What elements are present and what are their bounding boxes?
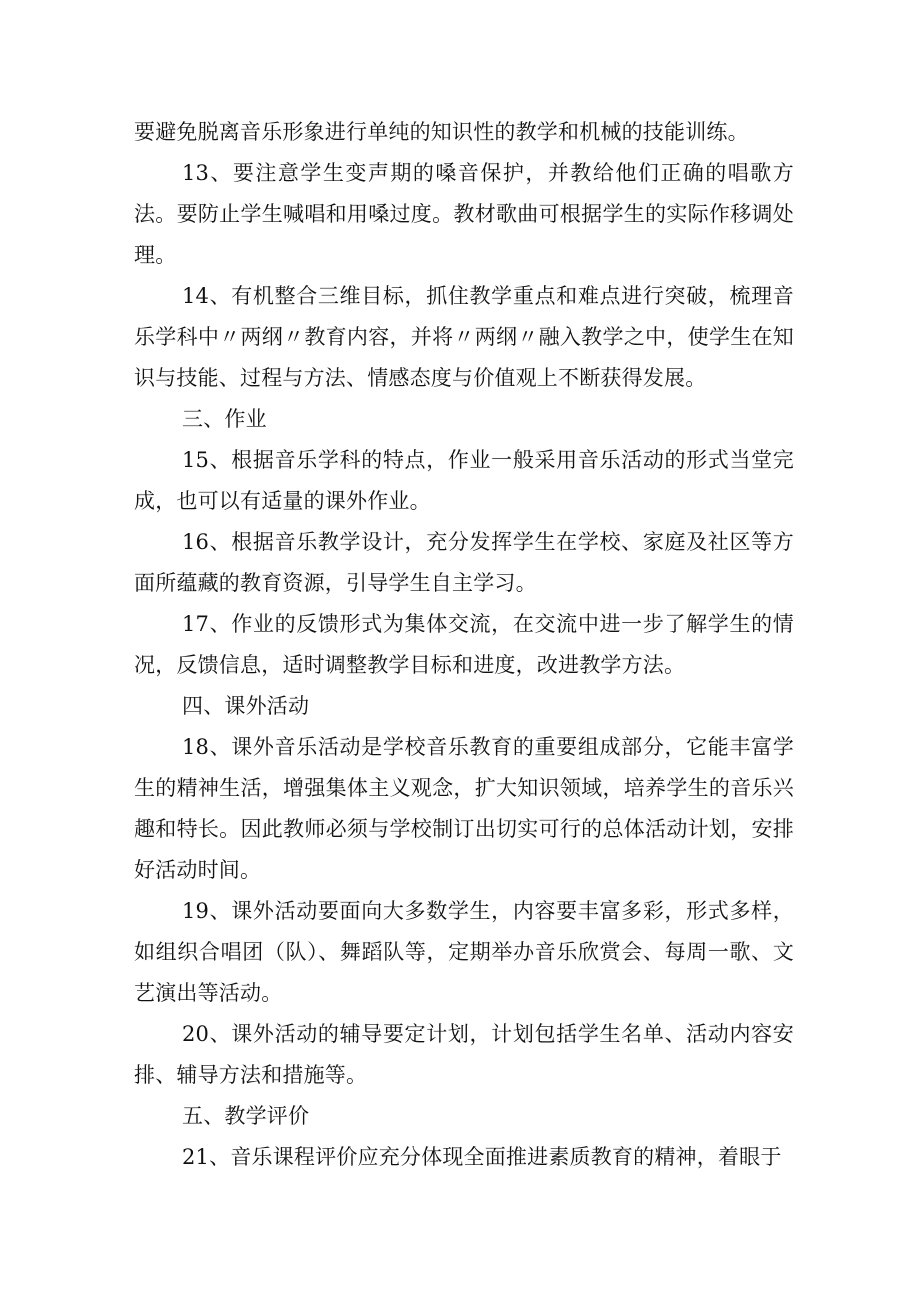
paragraph-continuation: 要避免脱离音乐形象进行单纯的知识性的教学和机械的技能训练。 [134, 120, 749, 144]
paragraph-item-13: 13、要注意学生变声期的嗓音保护，并教给他们正确的唱歌方法。要防止学生喊唱和用嗓过度。教材歌曲可根据学生的实际作移调处理。 [134, 161, 794, 267]
section-heading-evaluation: 五、教学评价 [182, 1104, 310, 1128]
paragraph-item-20: 20、课外活动的辅导要定计划，计划包括学生名单、活动内容安排、辅导方法和措施等。 [134, 1022, 794, 1087]
paragraph-item-21: 21、音乐课程评价应充分体现全面推进素质教育的精神，着眼于 [182, 1145, 782, 1169]
paragraph-item-18: 18、课外音乐活动是学校音乐教育的重要组成部分，它能丰富学生的精神生活，增强集体主义观念，扩大知识领域，培养学生的音乐兴趣和特长。因此教师必须与学校制订出切实可行的总体活动计划，安排好活动时间。 [134, 735, 794, 882]
document-body [134, 112, 794, 1178]
paragraph-item-14: 14、有机整合三维目标，抓住教学重点和难点进行突破，梳理音乐学科中〃两纲〃教育内容，并将〃两纲〃融入教学之中，使学生在知识与技能、过程与方法、情感态度与价值观上不断获得发展。 [134, 284, 794, 390]
paragraph-item-15: 15、根据音乐学科的特点，作业一般采用音乐活动的形式当堂完成，也可以有适量的课外作业。 [134, 448, 794, 513]
section-heading-homework: 三、作业 [182, 407, 267, 431]
paragraph-item-16: 16、根据音乐教学设计，充分发挥学生在学校、家庭及社区等方面所蕴藏的教育资源，引导学生自主学习。 [134, 530, 794, 595]
section-heading-extracurricular: 四、课外活动 [182, 694, 310, 718]
paragraph-item-17: 17、作业的反馈形式为集体交流，在交流中进一步了解学生的情况，反馈信息，适时调整教学目标和进度，改进教学方法。 [134, 612, 794, 677]
paragraph-item-19: 19、课外活动要面向大多数学生，内容要丰富多彩，形式多样，如组织合唱团（队）、舞蹈队等，定期举办音乐欣赏会、每周一歌、文艺演出等活动。 [134, 899, 794, 1005]
